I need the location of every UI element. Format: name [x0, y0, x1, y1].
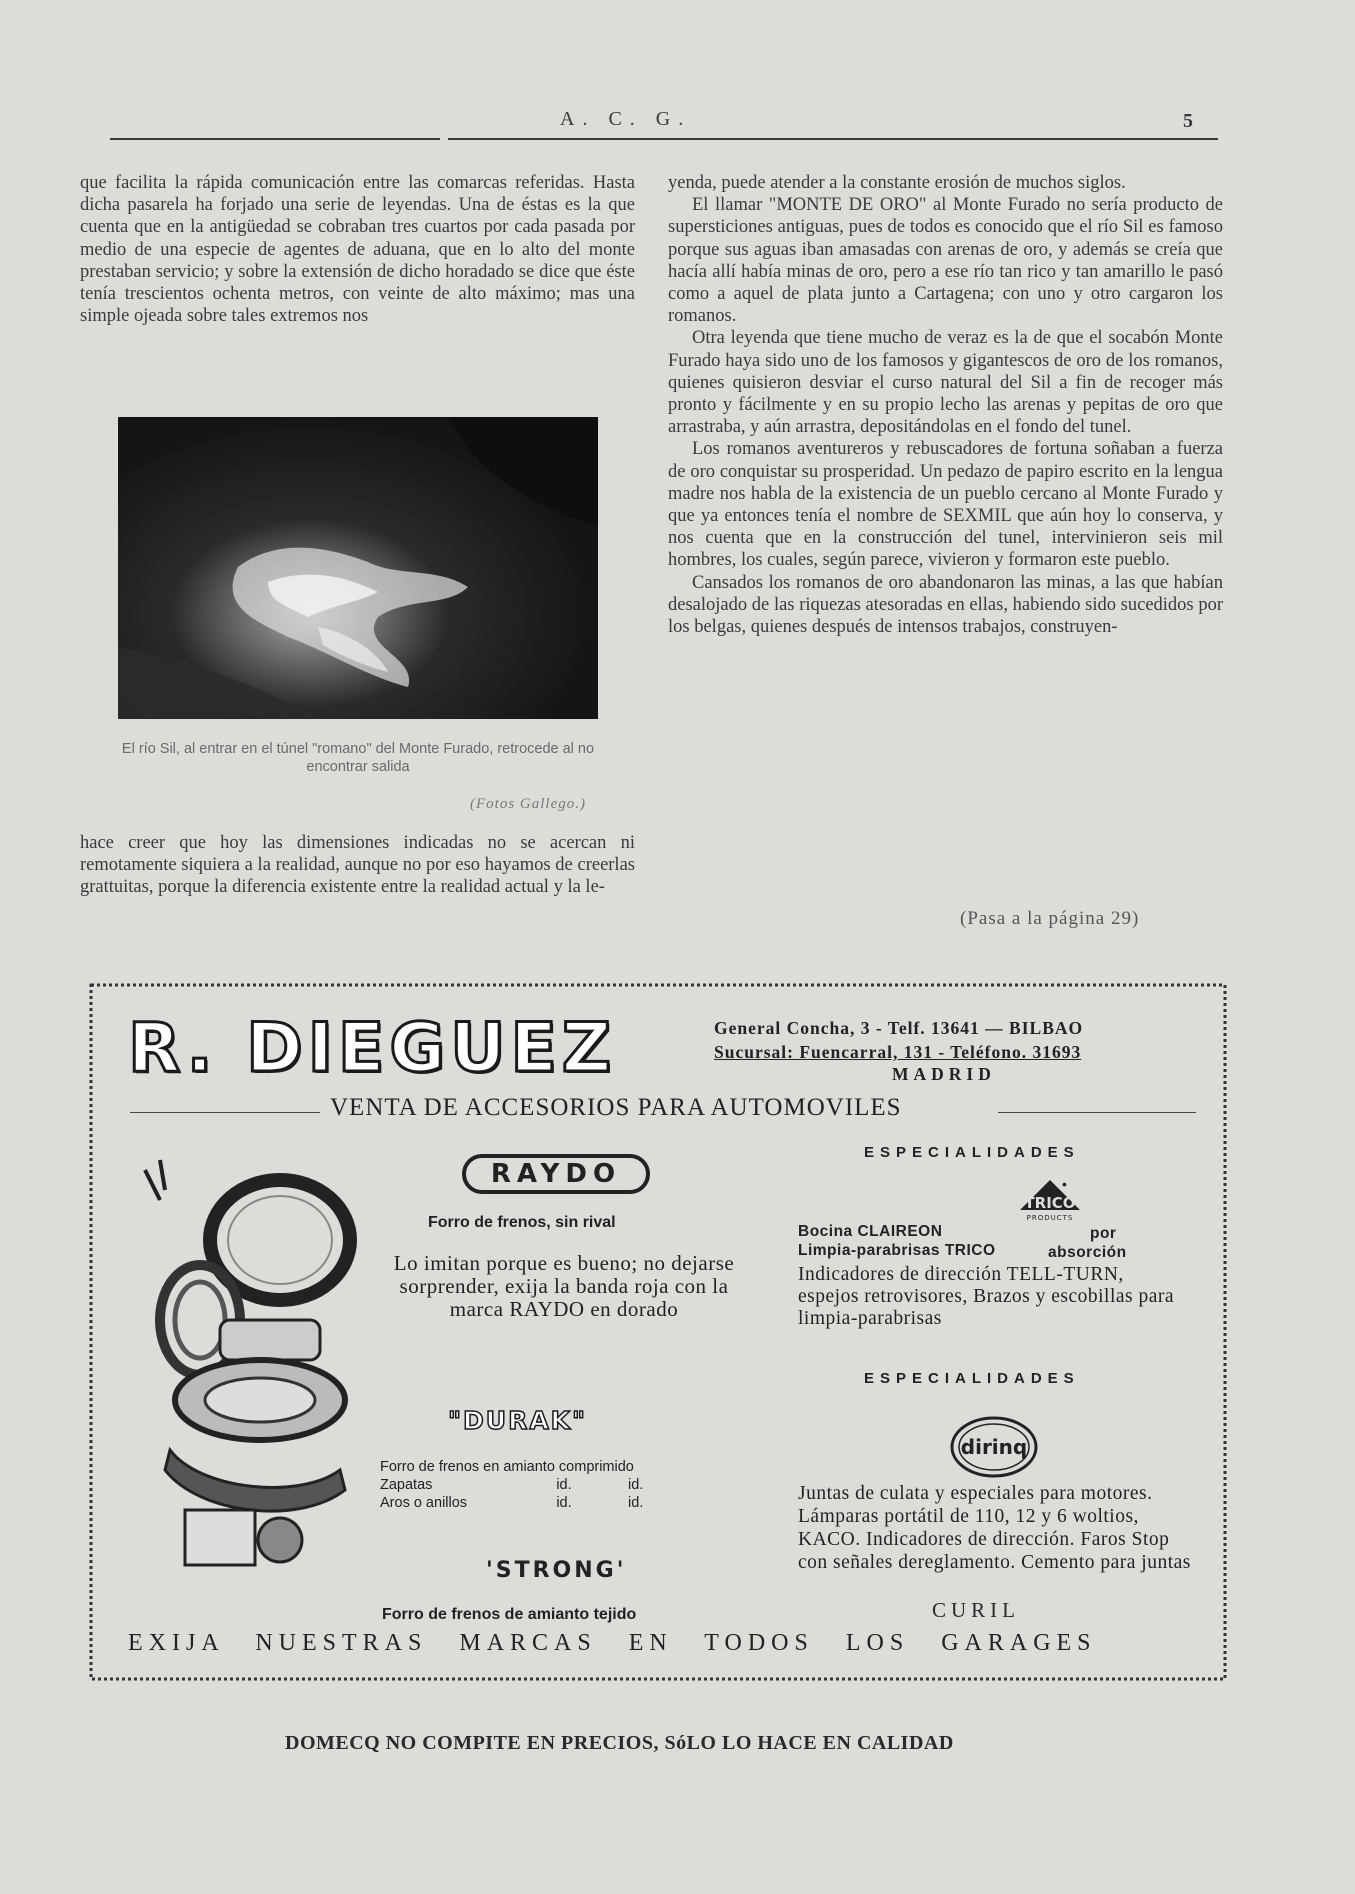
address-madrid-branch: Sucursal: Fuencarral, 131 - Teléfono. 31693	[714, 1042, 1082, 1062]
paragraph: Cansados los romanos de oro abandonaron las minas, a las que habían desalojado de las riquezas atesoradas en ellas, habiendo sido sucedidos por los belgas, quienes después de intensos trabajos, construyen-	[668, 572, 1223, 638]
brake-parts-illustration	[140, 1150, 360, 1580]
bocina-products	[798, 1222, 996, 1260]
juntas-text: Juntas de culata y especiales para motores. Lámparas portátil de 110, 12 y 6 woltios, KACO. Indicadores de dirección. Faros Stop con señales dereglamento. Cemento para juntas	[798, 1483, 1191, 1573]
curil-brand: CURIL	[932, 1598, 1020, 1622]
paragraph: que facilita la rápida comunicación entre las comarcas referidas. Hasta dicha pasarela ha forjado una serie de leyendas. Una de éstas es la que cuenta que en la antigüedad se cobraban tres cuartos por cada pasada por medio de una especie de agentes de aduana, que en lo alto del monte prestaban servicio; y sobre la extensión de dicho horadado se dice que éste tenía trescientos ochenta metros, con veinte de alto máximo; mas una simple ojeada sobre tales extremos nos	[80, 173, 635, 327]
table-cell: Forro de frenos en amianto comprimido	[380, 1459, 634, 1475]
water-splash-illustration	[118, 417, 598, 719]
bocina-right-line: por	[1090, 1225, 1117, 1242]
table-row	[380, 1494, 657, 1512]
paragraph: Los romanos aventureros y rebuscadores de fortuna soñaban a fuerza de oro conquistar su prosperidad. Un pedazo de papiro escrito en la lengua madre nos habla de la existencia de un pueblo cercano al Monte Furado y que ya entonces tenía el nombre de SEXMIL que aún hoy lo conserva, y nos cuenta que en la construcción del tunel, intervinieron seis mil hombres, los cuales, según parece, vivieron y formaron este pueblo.	[668, 439, 1223, 571]
paragraph: hace creer que hoy las dimensiones indicadas no se acercan ni remotamente siquiera a la realidad, aunque no por eso hayamos de creerlas grattuitas, porque la diferencia existente entre la realidad actual y la le-	[80, 833, 635, 898]
header-rule-left	[110, 138, 440, 140]
continued-note: (Pasa a la página 29)	[960, 908, 1140, 929]
address-city: MADRID	[892, 1064, 996, 1084]
raydo-subtitle: Forro de frenos, sin rival	[428, 1214, 616, 1231]
raydo-logo: RAYDO	[462, 1154, 650, 1194]
strong-subtitle: Forro de frenos de amianto tejido	[382, 1606, 637, 1623]
table-cell: id.	[628, 1477, 644, 1493]
strong-logo: 'STRONG'	[486, 1558, 627, 1583]
table-cell: Zapatas	[380, 1477, 433, 1493]
paragraph: El llamar "MONTE DE ORO" al Monte Furado no sería producto de supersticiones antiguas, pues de todos es conocido que el río Sil es famoso porque sus aguas iban amasadas con arenas de oro, y además se creía que hacía allí había minas de oro, pero a ese río tan rico y tan amarillo le pasó como a aquel de plata junto a Cartagena; con uno y otro cargaron los romanos.	[668, 195, 1223, 327]
photo-caption: El río Sil, al entrar en el túnel "romano" del Monte Furado, retrocede al no encontrar salida	[121, 741, 595, 775]
tagline-rule-left	[130, 1112, 320, 1113]
footer-slogan: DOMECQ NO COMPITE EN PRECIOS, SóLO LO HACE EN CALIDAD	[285, 1732, 954, 1754]
star-icon: •	[1062, 1176, 1067, 1192]
bocina-line: Bocina CLAIREON	[798, 1223, 943, 1240]
indicadores-text: Indicadores de dirección TELL-TURN, espejos retrovisores, Brazos y escobillas para limpia-parabrisas	[798, 1264, 1175, 1329]
right-column	[668, 172, 1223, 638]
dirinq-logo-text: dirinq	[960, 1435, 1028, 1459]
left-column-top	[80, 172, 635, 327]
table-row	[380, 1458, 657, 1476]
table-cell: id.	[556, 1477, 572, 1493]
trico-logo-subtext: PRODUCTS	[1026, 1214, 1074, 1222]
paragraph: Otra leyenda que tiene mucho de veraz es la de que el socabón Monte Furado haya sido uno de los famosos y gigantescos de oro de los romanos, quienes quisieron desviar el curso natural del Sil a fin de recoger más pronto y fácilmente y en su propio lecho las arenas y pepitas de oro que arrastraba, y aún arrastra, depositándolas en el fondo del tunel.	[668, 328, 1223, 438]
bocina-right-line: absorción	[1048, 1244, 1127, 1261]
table-cell: id.	[556, 1495, 572, 1511]
photo-credit: (Fotos Gallego.)	[470, 796, 586, 812]
especialidades-heading-1: ESPECIALIDADES	[864, 1144, 1080, 1161]
trico-logo-text: TRICO	[1024, 1194, 1076, 1212]
header-rule-right	[448, 138, 1218, 140]
durak-products-table	[380, 1458, 657, 1512]
header-title: A. C. G.	[560, 108, 692, 130]
trico-logo	[1014, 1176, 1086, 1222]
durak-logo: "DURAK"	[448, 1406, 588, 1435]
page-number: 5	[1183, 110, 1193, 132]
river-photo	[118, 417, 598, 719]
exija-slogan: EXIJA NUESTRAS MARCAS EN TODOS LOS GARAGES	[128, 1630, 1097, 1656]
raydo-description: Lo imitan porque es bueno; no dejarse sorprender, exija la banda roja con la marca RAYDO en dorado	[393, 1251, 735, 1321]
table-row	[380, 1476, 657, 1494]
table-cell: Aros o anillos	[380, 1495, 468, 1511]
especialidades-heading-2: ESPECIALIDADES	[864, 1370, 1080, 1387]
left-column-bottom	[80, 832, 635, 899]
brand-name: R. DIEGUEZ	[128, 1009, 617, 1088]
ad-tagline: VENTA DE ACCESORIOS PARA AUTOMOVILES	[330, 1094, 902, 1121]
table-cell: id.	[628, 1495, 644, 1511]
dirinq-logo	[948, 1414, 1040, 1480]
tagline-rule-right	[998, 1112, 1196, 1113]
paragraph: yenda, puede atender a la constante erosión de muchos siglos.	[668, 173, 1126, 193]
bocina-line: Limpia-parabrisas TRICO	[798, 1242, 996, 1259]
address-bilbao: General Concha, 3 - Telf. 13641 — BILBAO	[714, 1018, 1084, 1038]
bocina-right	[1048, 1224, 1127, 1262]
